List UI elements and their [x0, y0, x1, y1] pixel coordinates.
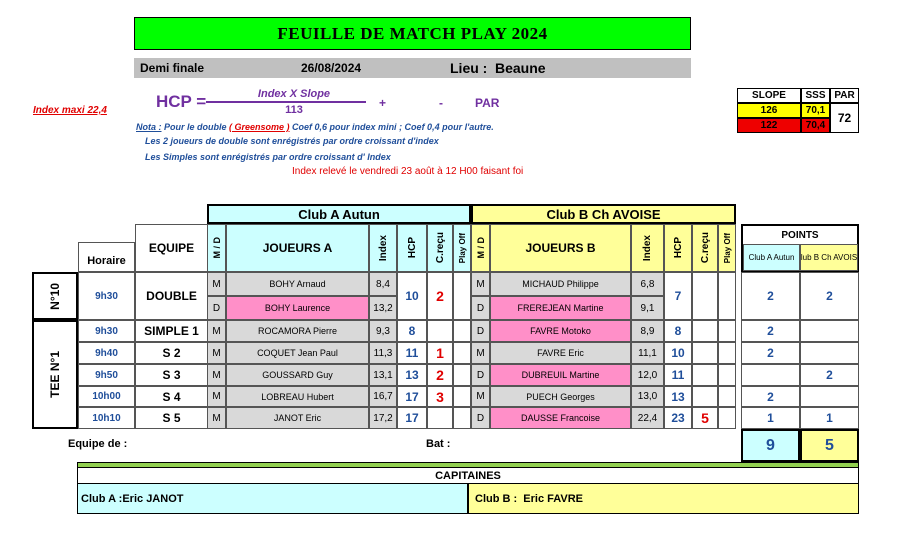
- b-cregu-header-text: C.reçu: [699, 232, 711, 264]
- equipe-cell: S 4: [135, 386, 208, 407]
- capitaines-header: CAPITAINES: [77, 468, 859, 483]
- captain-a: [77, 483, 468, 514]
- b-index-cell: 12,0: [631, 364, 664, 386]
- fraction-line: [206, 101, 366, 103]
- a-hcp-cell: 10: [397, 272, 427, 320]
- b-playoff-cell: [718, 320, 736, 342]
- a-md-cell: M: [207, 364, 226, 386]
- equipe-cell: SIMPLE 1: [135, 320, 208, 342]
- horaire-header: Horaire: [78, 242, 135, 272]
- a-index-cell: 9,3: [369, 320, 397, 342]
- b-playoff-cell: [718, 407, 736, 429]
- tee1-label: [32, 320, 78, 429]
- b-index-cell: 6,8: [631, 272, 664, 296]
- formula-numerator: Index X Slope: [257, 88, 331, 100]
- b-player-cell: FREREJEAN Martine: [490, 296, 631, 320]
- captain-b: [468, 483, 859, 514]
- a-playoff-cell: [453, 364, 471, 386]
- points-a-cell: 2: [741, 386, 800, 407]
- b-md-cell: M: [471, 386, 490, 407]
- a-cregu-cell: 2: [427, 364, 453, 386]
- b-player-cell: DAUSSE Francoise: [490, 407, 631, 429]
- b-player-cell: FAVRE Motoko: [490, 320, 631, 342]
- points-a-cell: 1: [741, 407, 800, 429]
- captain-b-label: Club B :: [475, 492, 524, 505]
- a-player-cell: ROCAMORA Pierre: [226, 320, 369, 342]
- equipe-de-label: Equipe de :: [68, 438, 128, 450]
- a-md-cell: M: [207, 342, 226, 364]
- a-index-header: [369, 224, 397, 272]
- points-a-cell: 2: [741, 272, 800, 320]
- total-club-a: 9: [741, 429, 800, 462]
- b-index-header: [631, 224, 664, 272]
- sheet-title: FEUILLE DE MATCH PLAY 2024: [134, 17, 691, 50]
- a-player-cell: BOHY Laurence: [226, 296, 369, 320]
- captain-a-name: Eric JANOT: [122, 492, 184, 505]
- a-index-cell: 13,1: [369, 364, 397, 386]
- points-club-a-header: Club A Autun: [743, 244, 800, 271]
- captain-a-label: Club A :: [81, 492, 123, 505]
- sss-row1: 70,1: [801, 103, 830, 118]
- b-cregu-header: [692, 224, 718, 272]
- formula-plus: +: [379, 96, 387, 110]
- captain-b-name: Eric FAVRE: [523, 492, 583, 505]
- sss-row2: 70,4: [801, 118, 830, 133]
- b-player-cell: PUECH Georges: [490, 386, 631, 407]
- a-index-header-text: Index: [377, 234, 389, 262]
- b-hcp-cell: 13: [664, 386, 692, 407]
- horaire-cell: 9h30: [78, 272, 135, 320]
- equipe-cell: S 5: [135, 407, 208, 429]
- horaire-cell: 9h50: [78, 364, 135, 386]
- points-b-cell: 2: [800, 272, 859, 320]
- bat-label: Bat :: [426, 438, 451, 450]
- b-playoff-header-text: Play Off: [722, 232, 732, 264]
- b-hcp-header: [664, 224, 692, 272]
- note-line2: Les 2 joueurs de double sont enrégistrés par ordre croissant d'index: [145, 136, 439, 146]
- a-hcp-cell: 17: [397, 386, 427, 407]
- slope-header: SLOPE: [737, 88, 801, 103]
- horaire-cell: 10h00: [78, 386, 135, 407]
- equipe-cell: S 2: [135, 342, 208, 364]
- a-player-cell: JANOT Eric: [226, 407, 369, 429]
- points-a-cell: 2: [741, 320, 800, 342]
- joueurs-b-header: JOUEURS B: [490, 224, 631, 272]
- nota-text: Pour le double: [161, 122, 230, 132]
- index-maxi: Index maxi 22,4: [33, 105, 107, 116]
- a-index-cell: 17,2: [369, 407, 397, 429]
- b-hcp-cell: 11: [664, 364, 692, 386]
- points-a-cell: [741, 364, 800, 386]
- nota: [136, 122, 494, 132]
- b-hcp-cell: 8: [664, 320, 692, 342]
- b-index-cell: 8,9: [631, 320, 664, 342]
- tee1-text: TEE N°1: [48, 351, 62, 398]
- horaire-cell: 9h30: [78, 320, 135, 342]
- greensome: ( Greensome ): [229, 122, 290, 132]
- b-player-cell: FAVRE Eric: [490, 342, 631, 364]
- a-playoff-cell: [453, 272, 471, 320]
- a-index-cell: 8,4: [369, 272, 397, 296]
- a-md-cell: M: [207, 386, 226, 407]
- b-index-cell: 13,0: [631, 386, 664, 407]
- a-player-cell: GOUSSARD Guy: [226, 364, 369, 386]
- points-club-b-header: lub B Ch AVOIS: [800, 244, 858, 271]
- points-b-cell: [800, 386, 859, 407]
- nota-label: Nota :: [136, 122, 162, 132]
- slope-row1: 126: [737, 103, 801, 118]
- b-playoff-cell: [718, 342, 736, 364]
- a-index-cell: 11,3: [369, 342, 397, 364]
- a-playoff-cell: [453, 386, 471, 407]
- b-hcp-cell: 7: [664, 272, 692, 320]
- points-b-cell: 2: [800, 364, 859, 386]
- b-index-cell: 22,4: [631, 407, 664, 429]
- formula-minus: -: [439, 96, 443, 110]
- b-playoff-header: [718, 224, 736, 272]
- index-releve-note: Index relevé le vendredi 23 août à 12 H00 faisant foi: [292, 166, 524, 177]
- a-playoff-cell: [453, 342, 471, 364]
- joueurs-a-header: JOUEURS A: [226, 224, 369, 272]
- horaire-cell: 9h40: [78, 342, 135, 364]
- b-cregu-cell: [692, 364, 718, 386]
- b-playoff-cell: [718, 386, 736, 407]
- nota-rest: Coef 0,6 pour index mini ; Coef 0,4 pour l'autre.: [289, 122, 494, 132]
- b-player-cell: MICHAUD Philippe: [490, 272, 631, 296]
- a-hcp-cell: 11: [397, 342, 427, 364]
- equipe-cell: DOUBLE: [135, 272, 208, 320]
- b-md-cell: M: [471, 272, 490, 296]
- b-cregu-cell: [692, 320, 718, 342]
- points-b-cell: 1: [800, 407, 859, 429]
- lieu-label: Lieu :: [450, 60, 488, 76]
- a-playoff-header-text: Play Off: [457, 232, 467, 264]
- a-md-header-text: M / D: [211, 237, 222, 259]
- a-hcp-cell: 17: [397, 407, 427, 429]
- points-b-cell: [800, 320, 859, 342]
- par-value: 72: [830, 103, 859, 133]
- b-index-cell: 11,1: [631, 342, 664, 364]
- b-hcp-cell: 10: [664, 342, 692, 364]
- a-player-cell: BOHY Arnaud: [226, 272, 369, 296]
- tee10-text: N°10: [48, 282, 62, 310]
- a-playoff-cell: [453, 320, 471, 342]
- formula-par: PAR: [475, 96, 500, 110]
- b-md-cell: D: [471, 296, 490, 320]
- b-hcp-cell: 23: [664, 407, 692, 429]
- a-cregu-cell: 2: [427, 272, 453, 320]
- points-b-cell: [800, 342, 859, 364]
- a-hcp-header-text: HCP: [406, 237, 418, 259]
- a-md-cell: M: [207, 407, 226, 429]
- round-label: Demi finale: [140, 61, 205, 75]
- a-cregu-cell: 3: [427, 386, 453, 407]
- a-hcp-cell: 13: [397, 364, 427, 386]
- a-cregu-cell: [427, 320, 453, 342]
- a-cregu-header: [427, 224, 453, 272]
- b-cregu-cell: [692, 272, 718, 320]
- points-a-cell: 2: [741, 342, 800, 364]
- a-cregu-cell: [427, 407, 453, 429]
- a-player-cell: LOBREAU Hubert: [226, 386, 369, 407]
- b-md-cell: D: [471, 407, 490, 429]
- hcp-label: HCP =: [156, 92, 207, 111]
- a-cregu-header-text: C.reçu: [434, 232, 446, 264]
- total-club-b: 5: [800, 429, 859, 462]
- horaire-cell: 10h10: [78, 407, 135, 429]
- a-md-header: [207, 224, 226, 272]
- b-md-cell: M: [471, 342, 490, 364]
- note-line3: Les Simples sont enrégistrés par ordre croissant d' Index: [145, 152, 391, 162]
- a-hcp-header: [397, 224, 427, 272]
- b-cregu-cell: 5: [692, 407, 718, 429]
- b-cregu-cell: [692, 386, 718, 407]
- b-cregu-cell: [692, 342, 718, 364]
- tee10-label: [32, 272, 78, 320]
- b-index-header-text: Index: [642, 234, 653, 262]
- club-a-header: Club A Autun: [207, 204, 471, 224]
- a-playoff-cell: [453, 407, 471, 429]
- a-md-cell: M: [207, 320, 226, 342]
- a-cregu-cell: 1: [427, 342, 453, 364]
- equipe-header: EQUIPE: [135, 224, 208, 272]
- a-md-cell: M: [207, 272, 226, 296]
- b-md-header: [471, 224, 490, 272]
- a-index-cell: 16,7: [369, 386, 397, 407]
- b-index-cell: 9,1: [631, 296, 664, 320]
- b-md-header-text: M / D: [475, 237, 486, 259]
- b-player-cell: DUBREUIL Martine: [490, 364, 631, 386]
- b-md-cell: D: [471, 364, 490, 386]
- match-date: 26/08/2024: [301, 61, 362, 75]
- equipe-cell: S 3: [135, 364, 208, 386]
- points-header: POINTS: [781, 229, 819, 241]
- b-md-cell: D: [471, 320, 490, 342]
- sss-header: SSS: [801, 88, 830, 103]
- formula-denominator: 113: [285, 104, 303, 116]
- a-index-cell: 13,2: [369, 296, 397, 320]
- b-hcp-header-text: HCP: [672, 237, 684, 259]
- club-b-header: Club B Ch AVOISE: [471, 204, 736, 224]
- a-hcp-cell: 8: [397, 320, 427, 342]
- b-playoff-cell: [718, 272, 736, 320]
- slope-row2: 122: [737, 118, 801, 133]
- a-md-cell: D: [207, 296, 226, 320]
- a-player-cell: COQUET Jean Paul: [226, 342, 369, 364]
- par-header: PAR: [830, 88, 859, 103]
- b-playoff-cell: [718, 364, 736, 386]
- lieu-value: Beaune: [495, 60, 546, 76]
- a-playoff-header: [453, 224, 471, 272]
